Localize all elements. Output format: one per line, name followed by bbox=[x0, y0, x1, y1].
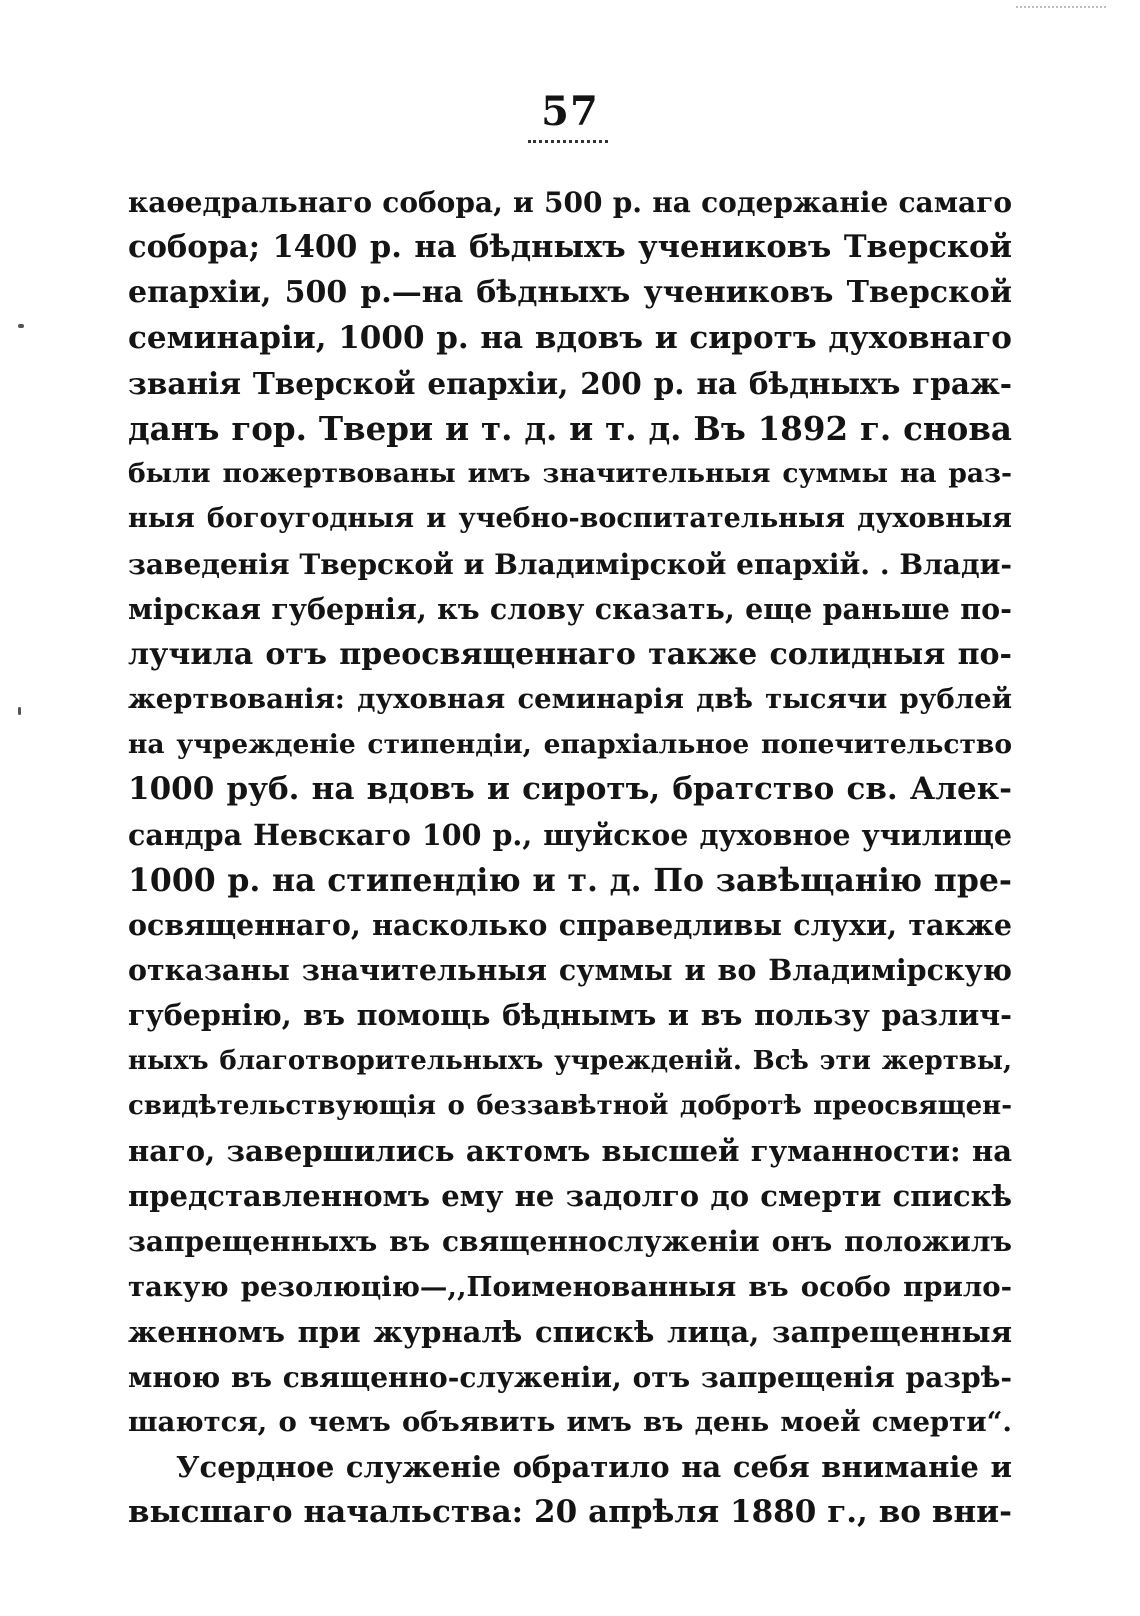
text-line: мною въ священно-служеніи, отъ запрещенія разрѣ- bbox=[128, 1360, 1012, 1394]
text-line: ныхъ благотворительныхъ учрежденій. Всѣ эти жертвы, bbox=[128, 1045, 1012, 1076]
corner-mark bbox=[1016, 0, 1106, 8]
body-text bbox=[128, 180, 1012, 1536]
text-line: жертвованія: духовная семинарія двѣ тысячи рублей bbox=[128, 683, 1012, 716]
page-number-rule bbox=[528, 140, 608, 143]
page-number: 57 bbox=[541, 88, 599, 135]
text-line: данъ гор. Твери и т. д. и т. д. Въ 1892 г. снова bbox=[128, 408, 1012, 448]
text-line: высшаго начальства: 20 апрѣля 1880 г., во вни- bbox=[128, 1494, 1012, 1531]
text-line: епархіи, 500 р.—на бѣдныхъ учениковъ Тверской bbox=[128, 275, 1012, 311]
margin-speck bbox=[18, 707, 21, 715]
text-line: на учрежденіе стипендіи, епархіальное попечительство bbox=[128, 729, 1012, 761]
text-line: собора; 1400 р. на бѣдныхъ учениковъ Тверской bbox=[128, 229, 1012, 266]
text-line: были пожертвованы имъ значительныя суммы на раз- bbox=[128, 458, 1012, 490]
text-line: такую резолюцію—,,Поименованныя въ особо прило- bbox=[128, 1270, 1012, 1303]
text-line: лучила отъ преосвященнаго также солидныя по- bbox=[128, 636, 1012, 672]
text-line: женномъ при журналѣ спискѣ лица, запрещенныя bbox=[128, 1314, 1012, 1349]
text-line: ныя богоугодныя и учебно-воспитательныя духовныя bbox=[128, 503, 1012, 535]
text-line: семинаріи, 1000 р. на вдовъ и сиротъ духовнаго bbox=[128, 319, 1012, 356]
text-line: представленномъ ему не задолго до смерти спискѣ bbox=[128, 1179, 1012, 1214]
text-line: каѳедральнаго собора, и 500 р. на содержаніе самаго bbox=[128, 186, 1012, 219]
text-line: заведенія Тверской и Владимірской епархій. . Влади- bbox=[128, 547, 1012, 581]
text-line: освященнаго, насколько справедливы слухи, также bbox=[128, 908, 1012, 942]
text-line: шаются, о чемъ объявить имъ въ день моей смерти“. bbox=[128, 1406, 1012, 1439]
text-line: запрещенныхъ въ священнослуженіи онъ положилъ bbox=[128, 1225, 1012, 1259]
text-line: 1000 руб. на вдовъ и сиротъ, братство св. Алек- bbox=[128, 771, 1012, 808]
text-line: наго, завершились актомъ высшей гуманности: на bbox=[128, 1133, 1012, 1168]
paragraph-start-line: Усердное служеніе обратило на себя вниманіе и bbox=[176, 1450, 1012, 1485]
text-line: 1000 р. на стипендію и т. д. По завѣщанію пре- bbox=[128, 861, 1012, 899]
text-line: званія Тверской епархіи, 200 р. на бѣдныхъ граж- bbox=[128, 365, 1012, 401]
text-line: губернію, въ помощь бѣднымъ и въ пользу различ- bbox=[128, 998, 1012, 1033]
text-line: мірская губернія, къ слову сказать, еще раньше по- bbox=[128, 591, 1012, 626]
text-line: отказаны значительныя суммы и во Владимірскую bbox=[128, 953, 1012, 988]
text-line: свидѣтельствующія о беззавѣтной добротѣ преосвящен- bbox=[128, 1090, 1012, 1121]
text-line: сандра Невскаго 100 р., шуйское духовное училище bbox=[128, 817, 1012, 852]
margin-speck bbox=[18, 324, 24, 328]
